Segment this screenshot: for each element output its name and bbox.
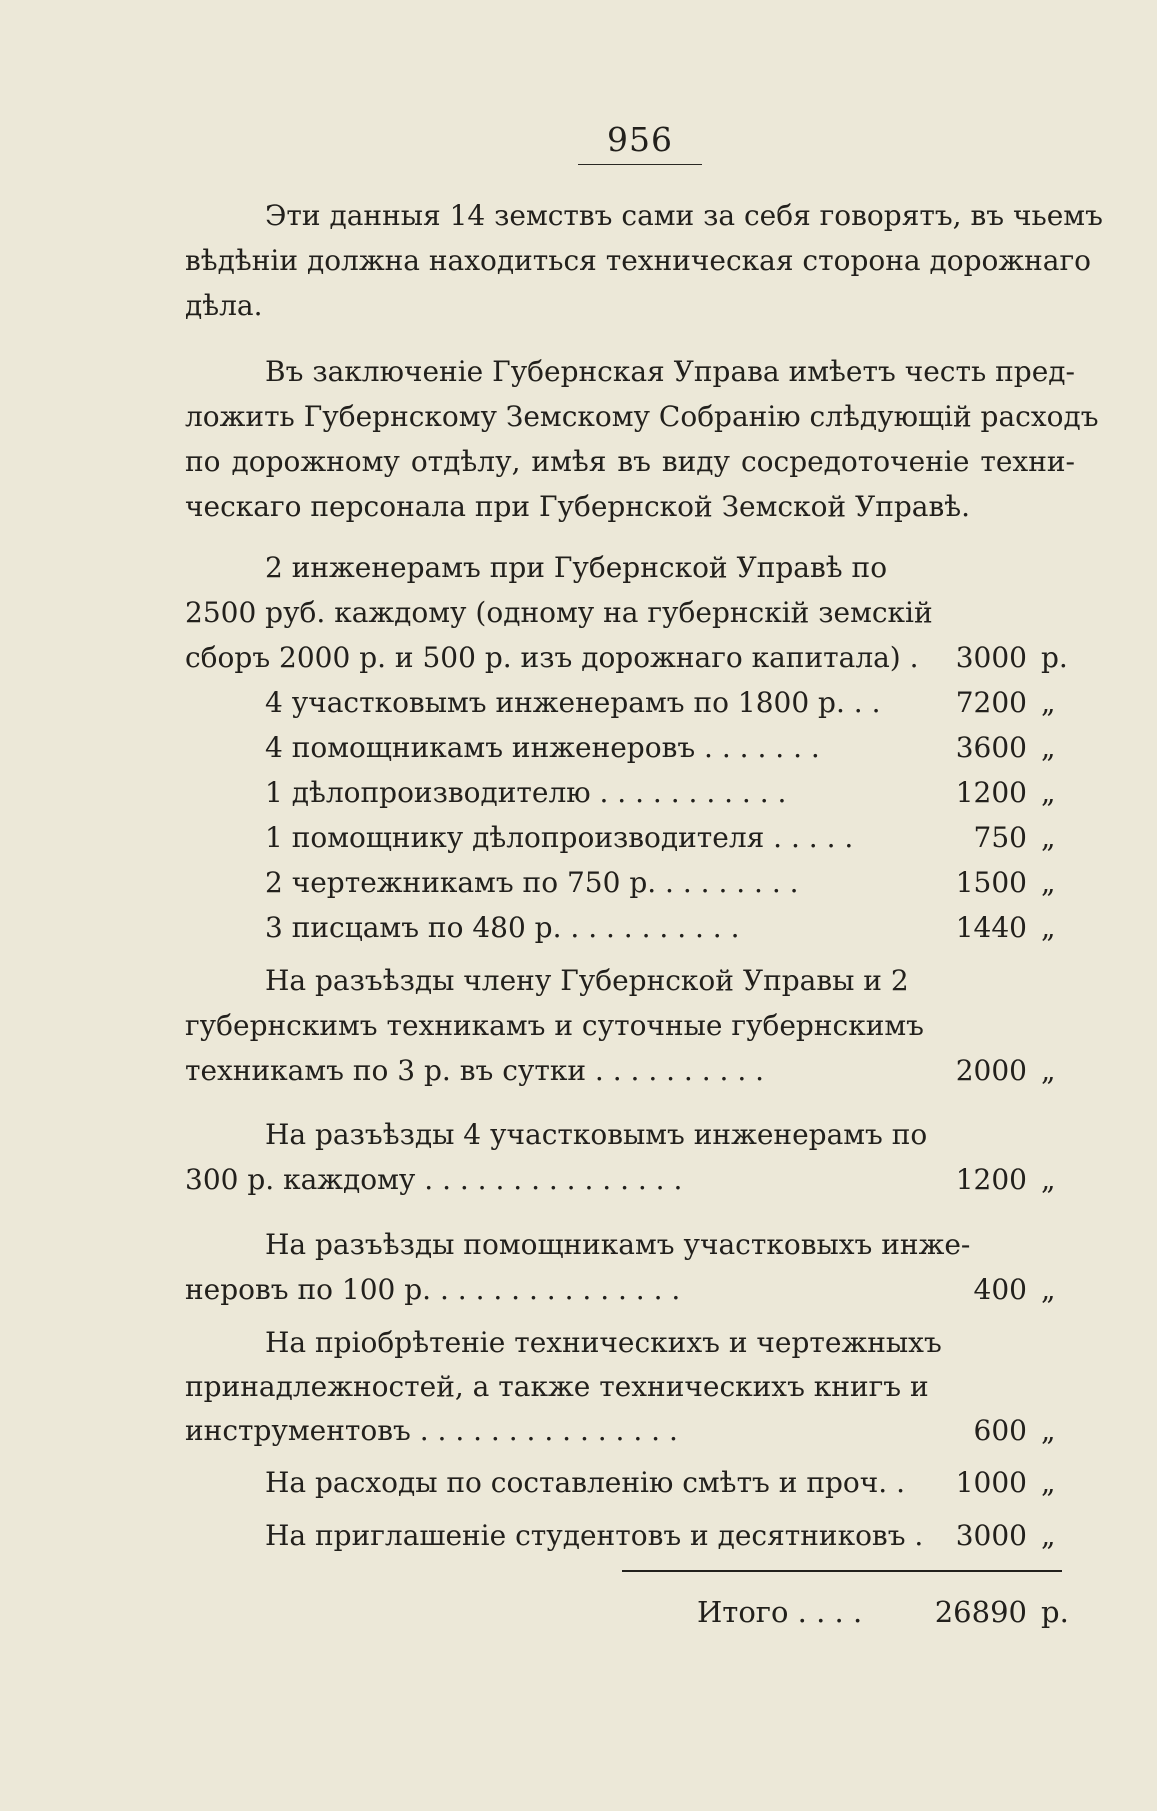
expense-text: На расходы по составленію смѣтъ и проч. . (265, 1466, 905, 1499)
expense-amount: 1200 (955, 1163, 1027, 1196)
expense-amount: 3000 (955, 1519, 1027, 1552)
expense-item (185, 1157, 1075, 1202)
expense-text: 2 чертежникамъ по 750 р. . . . . . . . . (265, 866, 799, 899)
expense-text: 1 помощнику дѣлопроизводителя . . . . . (265, 821, 854, 854)
expense-text: техникамъ по 3 р. въ сутки . . . . . . . . . . (185, 1054, 765, 1087)
expense-text: На приглашеніе студентовъ и десятниковъ . (265, 1519, 924, 1552)
expense-item (185, 1267, 1075, 1312)
expense-line (185, 1222, 1075, 1267)
expense-line (185, 545, 1075, 590)
expense-amount: 1500 (955, 866, 1027, 899)
expense-amount: 3600 (955, 731, 1027, 764)
expense-text: губернскимъ техникамъ и суточные губернскимъ (185, 1009, 924, 1042)
expense-text: 4 помощникамъ инженеровъ . . . . . . . (265, 731, 820, 764)
total-unit: р. (1041, 1595, 1069, 1629)
paragraph-line: ложить Губернскому Земскому Собранію слѣдующій расходъ (185, 400, 1099, 433)
expense-text: На разъѣзды помощникамъ участковыхъ инже- (265, 1228, 971, 1261)
expense-amount: 750 (973, 821, 1027, 854)
expense-item (185, 1048, 1075, 1093)
paragraph-1 (185, 193, 1103, 328)
total-amount: 26890 (934, 1595, 1027, 1629)
expense-item (185, 770, 1075, 815)
expense-amount: 7200 (955, 686, 1027, 719)
expense-text: 1 дѣлопроизводителю . . . . . . . . . . . (265, 776, 787, 809)
expense-amount: 1200 (955, 776, 1027, 809)
expense-unit: „ (1041, 1414, 1056, 1447)
expense-text: На разъѣзды члену Губернской Управы и 2 (265, 964, 909, 997)
page-number-rule (578, 164, 702, 165)
expense-unit: „ (1041, 1466, 1056, 1499)
expense-text: На разъѣзды 4 участковымъ инженерамъ по (265, 1118, 928, 1151)
expense-amount: 3000 (955, 641, 1027, 674)
paragraph-line: Эти данныя 14 земствъ сами за себя говорятъ, въ чьемъ (265, 199, 1103, 232)
expense-item (185, 635, 1075, 680)
paragraph-line: вѣдѣніи должна находиться техническая сторона дорожнаго (185, 244, 1092, 277)
expense-amount: 2000 (955, 1054, 1027, 1087)
expense-unit: „ (1041, 1519, 1056, 1552)
expense-unit: „ (1041, 1054, 1056, 1087)
expense-text: На пріобрѣтеніе техническихъ и чертежныхъ (265, 1326, 942, 1359)
expense-item (185, 1460, 1075, 1505)
page-number: 956 (607, 120, 673, 159)
total-label: Итого . . . . (697, 1595, 863, 1629)
expense-text: 300 р. каждому . . . . . . . . . . . . . . . (185, 1163, 683, 1196)
expense-unit: „ (1041, 776, 1056, 809)
paragraph-line: по дорожному отдѣлу, имѣя въ виду сосредоточеніе техни- (185, 445, 1075, 478)
expense-unit: „ (1041, 731, 1056, 764)
expense-amount: 600 (973, 1414, 1027, 1447)
expense-text: 4 участковымъ инженерамъ по 1800 р. . . (265, 686, 881, 719)
expense-line (185, 1003, 1075, 1048)
expense-line (185, 1364, 1075, 1409)
expense-item (185, 905, 1075, 950)
expense-item (185, 1408, 1075, 1453)
expense-text: 2 инженерамъ при Губернской Управѣ по (265, 551, 888, 584)
expense-text: 3 писцамъ по 480 р. . . . . . . . . . . (265, 911, 740, 944)
expense-item (185, 680, 1075, 725)
expense-item (185, 860, 1075, 905)
expense-unit: „ (1041, 1273, 1056, 1306)
expense-line (185, 1320, 1075, 1365)
expense-text: принадлежностей, а также техническихъ книгъ и (185, 1370, 929, 1403)
expense-text: инструментовъ . . . . . . . . . . . . . . . (185, 1414, 678, 1447)
expense-line (185, 590, 1075, 635)
expense-unit: „ (1041, 911, 1056, 944)
expense-amount: 1440 (955, 911, 1027, 944)
total-row (185, 1590, 1075, 1635)
expense-unit: „ (1041, 821, 1056, 854)
expense-item (185, 1513, 1075, 1558)
expense-amount: 1000 (955, 1466, 1027, 1499)
paragraph-2 (185, 349, 1099, 529)
expense-text: неровъ по 100 р. . . . . . . . . . . . . . . (185, 1273, 681, 1306)
paragraph-line: ческаго персонала при Губернской Земской Управѣ. (185, 490, 971, 523)
expense-unit: „ (1041, 1163, 1056, 1196)
paragraph-line: Въ заключеніе Губернская Управа имѣетъ честь пред- (265, 355, 1075, 388)
expense-unit: „ (1041, 686, 1056, 719)
expense-text: 2500 руб. каждому (одному на губернскій земскій (185, 596, 933, 629)
expense-item (185, 815, 1075, 860)
expense-item (185, 725, 1075, 770)
expense-line (185, 1112, 1075, 1157)
expense-amount: 400 (973, 1273, 1027, 1306)
expense-unit: р. (1041, 641, 1068, 674)
expense-line (185, 958, 1075, 1003)
expense-unit: „ (1041, 866, 1056, 899)
expense-text: сборъ 2000 р. и 500 р. изъ дорожнаго капитала) . (185, 641, 919, 674)
sum-rule (622, 1570, 1062, 1572)
paragraph-line: дѣла. (185, 289, 263, 322)
